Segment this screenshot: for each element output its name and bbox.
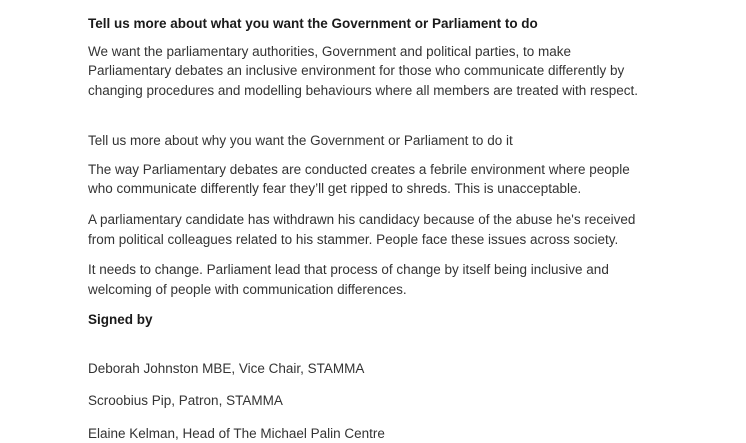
signed-by-heading: Signed by	[88, 312, 153, 328]
section-two-paragraph-2: A parliamentary candidate has withdrawn his candidacy because of the abuse he's received from political colleagues related to his stammer. People face these issues across society.	[88, 211, 636, 247]
section-two-heading: Tell us more about why you want the Government or Parliament to do it	[88, 133, 513, 149]
list-item: Scroobius Pip, Patron, STAMMA	[88, 393, 283, 409]
list-item: Deborah Johnston MBE, Vice Chair, STAMMA	[88, 360, 365, 376]
section-two-paragraph-3: It needs to change. Parliament lead that process of change by itself being inclusive and welcoming of people with communication differences.	[88, 262, 609, 297]
section-one-body: We want the parliamentary authorities, Government and political parties, to make Parliamentary debates an inclusive environment for those who communicate differently by changing procedures and modelling behaviours where all members are treated with respect.	[88, 43, 639, 98]
section-one-heading: Tell us more about what you want the Government or Parliament to do	[88, 16, 538, 31]
section-two-paragraph-1: The way Parliamentary debates are conducted creates a febrile environment where people who communicate differently fear they’ll get ripped to shreds. This is unacceptable.	[88, 161, 630, 197]
signatory-list	[88, 359, 658, 443]
section-spacer	[88, 113, 658, 131]
list-item: Elaine Kelman, Head of The Michael Palin Centre	[88, 425, 385, 441]
